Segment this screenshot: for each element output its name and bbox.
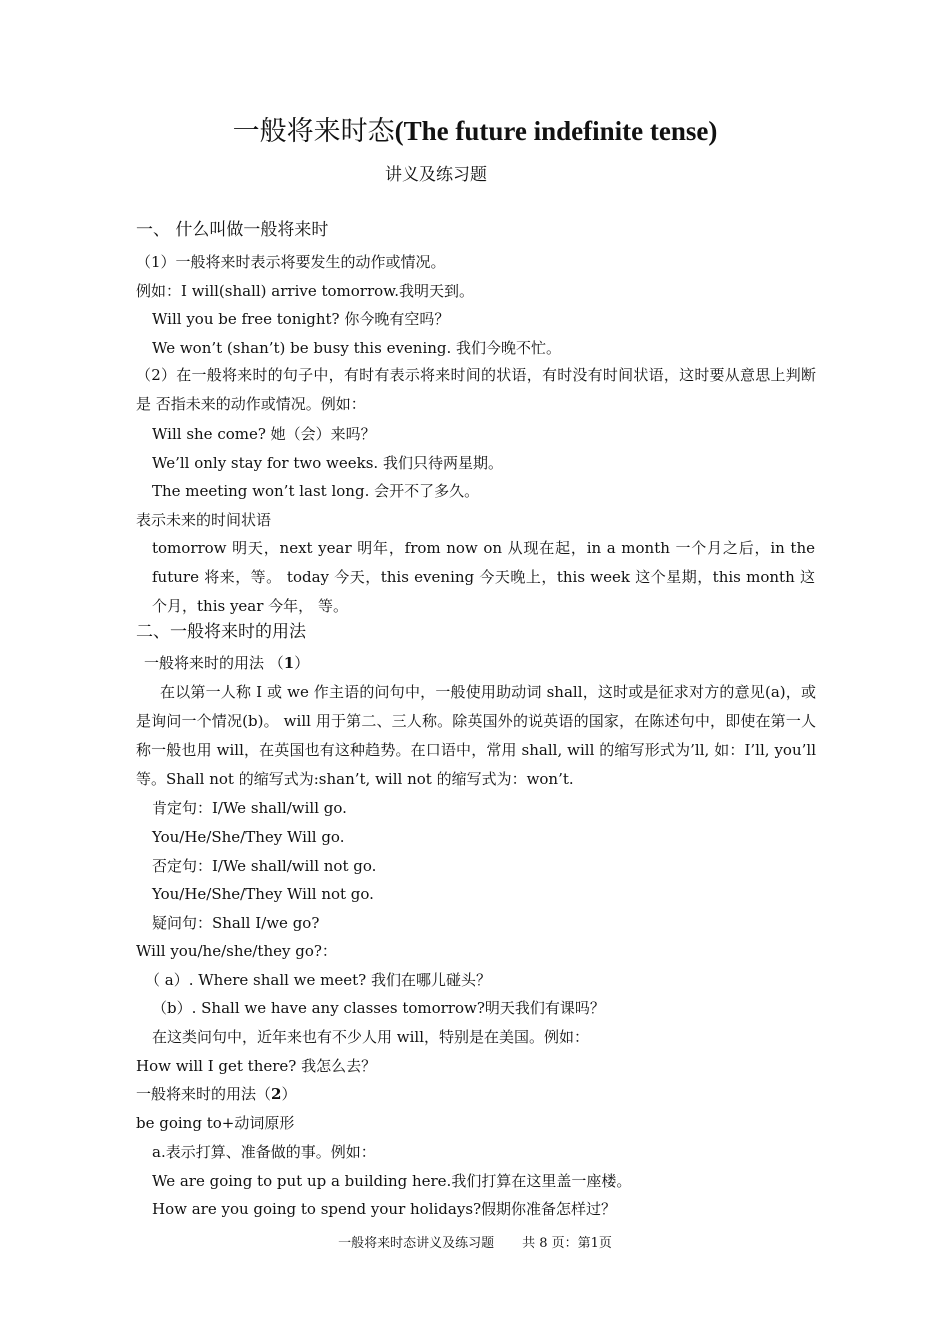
pattern-line: You/He/She/They Will go. [152,828,345,846]
pattern-line: Will you/he/she/they go?： [136,942,337,960]
footer-doc-title: 一般将来时态讲义及练习题 [338,1236,495,1251]
section-1-point-1: （1）一般将来时表示将要发生的动作或情况。 [136,253,446,271]
note-line: 在这类问句中，近年来也有不少人用 will，特别是在美国。例如： [152,1028,590,1046]
pattern-line: You/He/She/They Will not go. [152,885,374,903]
usage-2-label: 一般将来时的用法（2） [136,1085,297,1103]
title-en: (The future indefinite tense) [394,116,718,146]
example-line: （b）. Shall we have any classes tomorrow?明天我们有课吗？ [152,999,605,1017]
pattern-line: 否定句：I/We shall/will not go. [152,857,377,875]
structure-line: be going to+动词原形 [136,1114,295,1132]
example-line: We’ll only stay for two weeks. 我们只待两星期。 [152,454,503,472]
example-line: （ a）. Where shall we meet? 我们在哪儿碰头？ [145,971,491,989]
section-1-point-2: （2）在一般将来时的句子中，有时有表示将来时间的状语，有时没有时间状语，这时要从意思上判断是 否指未来的动作或情况。例如： [136,366,816,413]
usage-1-paragraph: 在以第一人称 I 或 we 作主语的问句中，一般使用助动词 shall，这时或是征求对方的意见(a)，或是询问一个情况(b)。 will 用于第二、三人称。除英国外的说英语的国家，在陈述句中，即使在第一人称一般也用 will，在英国也有这种趋势。在口语中，常用 shall, will 的缩写形式为’ll, 如：I’ll, you’ll 等。Shall not 的缩写式为:shan’t, will not 的缩写式为：won’t. [136,683,816,788]
time-adverbial-heading: 表示未来的时间状语 [136,511,272,529]
page-subtitle: 讲义及练习题 [385,165,487,185]
example-line: We won’t (shan’t) be busy this evening. 我们今晚不忙。 [152,339,562,357]
title-cn: 一般将来时态 [232,116,395,147]
page-footer [0,1235,950,1253]
footer-page-number: 共 8 页：第1页 [522,1236,612,1251]
example-line: Will you be free tonight? 你今晚有空吗？ [152,310,450,328]
usage-1-label: 一般将来时的用法 （1） [144,654,310,672]
example-line: Will she come? 她（会）来吗？ [152,425,376,443]
section-2-heading: 二、一般将来时的用法 [136,622,306,642]
usage-a-label: a.表示打算、准备做的事。例如： [152,1143,376,1161]
example-line: How will I get there? 我怎么去？ [136,1057,377,1075]
example-line: How are you going to spend your holidays?假期你准备怎样过？ [152,1200,617,1218]
example-line: We are going to put up a building here.我们打算在这里盖一座楼。 [152,1172,632,1190]
example-line: The meeting won’t last long. 会开不了多久。 [152,482,480,500]
page-title [0,114,950,149]
pattern-line: 肯定句：I/We shall/will go. [152,799,347,817]
section-1-heading: 一、 什么叫做一般将来时 [136,220,329,240]
pattern-line: 疑问句：Shall I/we go? [152,914,320,932]
time-adverbial-list: tomorrow 明天，next year 明年，from now on 从现在起，in a month 一个月之后，in the future 将来，等。 today 今天，this evening 今天晚上，this week 这个星期，this month 这个月，this year 今年， 等。 [152,539,815,615]
example-line: 例如：I will(shall) arrive tomorrow.我明天到。 [136,282,475,300]
